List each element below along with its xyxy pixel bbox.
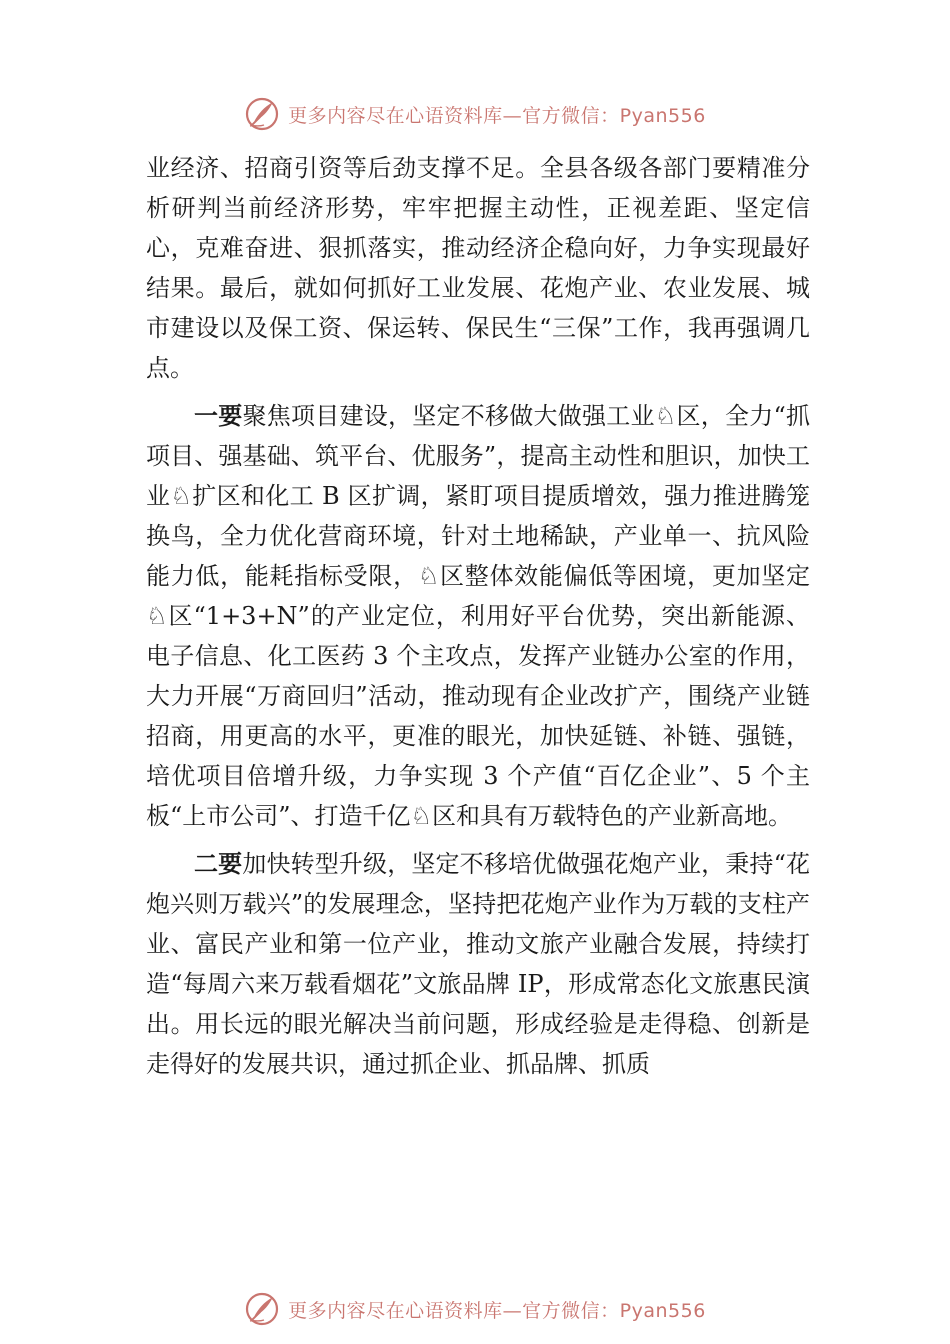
paragraph-3 bbox=[146, 844, 810, 1084]
footer-banner-label: 更多内容尽在心语资料库—官方微信： bbox=[288, 1299, 620, 1322]
quill-logo-icon bbox=[244, 96, 280, 132]
paragraph-3-lead: 二要 bbox=[194, 850, 243, 878]
footer-banner bbox=[0, 1289, 950, 1329]
header-wechat-id: Pyan556 bbox=[619, 104, 706, 127]
header-banner-label: 更多内容尽在心语资料库—官方微信： bbox=[288, 104, 620, 127]
paragraph-2-text: 聚焦项目建设，坚定不移做大做强工业♘区，全力“抓项目、强基础、筑平台、优服务”，提高主动性和胆识，加快工业♘扩区和化工 B 区扩调，紧盯项目提质增效，强力推进腾笼换鸟，全力优化营商环境，针对土地稀缺，产业单一、抗风险能力低，能耗指标受限，♘区整体效能偏低等困境，更加坚定♘区“1+3+N”的产业定位，利用好平台优势，突出新能源、电子信息、化工医药 3 个主攻点，发挥产业链办公室的作用，大力开展“万商回归”活动，推动现有企业改扩产，围绕产业链招商，用更高的水平，更准的眼光，加快延链、补链、强链，培优项目倍增升级，力争实现 3 个产值“百亿企业”、5 个主板“上市公司”、打造千亿♘区和具有万载特色的产业新高地。 bbox=[146, 402, 810, 830]
paragraph-3-text: 加快转型升级，坚定不移培优做强花炮产业，秉持“花炮兴则万载兴”的发展理念，坚持把花炮产业作为万载的支柱产业、富民产业和第一位产业，推动文旅产业融合发展，持续打造“每周六来万载看烟花”文旅品牌 IP，形成常态化文旅惠民演出。用长远的眼光解决当前问题，形成经验是走得稳、创新是走得好的发展共识，通过抓企业、抓品牌、抓质 bbox=[146, 850, 811, 1078]
paragraph-2 bbox=[146, 396, 810, 836]
quill-logo-icon bbox=[244, 1291, 280, 1327]
header-banner bbox=[0, 94, 950, 134]
footer-wechat-id: Pyan556 bbox=[619, 1299, 706, 1322]
paragraph-1: 业经济、招商引资等后劲支撑不足。全县各级各部门要精准分析研判当前经济形势，牢牢把握主动性，正视差距、坚定信心，克难奋进、狠抓落实，推动经济企稳向好，力争实现最好结果。最后，就如何抓好工业发展、花炮产业、农业发展、城市建设以及保工资、保运转、保民生“三保”工作，我再强调几点。 bbox=[146, 154, 810, 382]
document-body bbox=[146, 148, 810, 1092]
header-banner-text bbox=[288, 101, 706, 128]
footer-banner-text bbox=[288, 1296, 706, 1323]
paragraph-2-lead: 一要 bbox=[194, 402, 243, 430]
